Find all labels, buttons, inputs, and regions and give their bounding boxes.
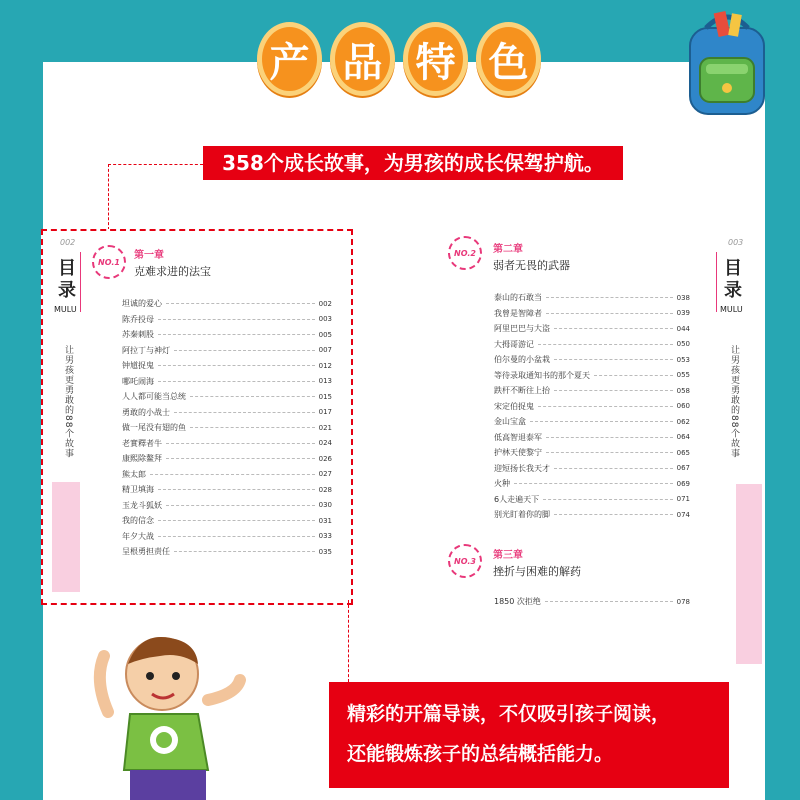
chapter-label: 第一章 [134,250,164,261]
toc-entry-title: 玉龙斗狐妖 [122,500,162,510]
side-book-title: 让男孩更勇敢的88个故事 [63,345,73,459]
toc-entry-title: 阿里巴巴与大盗 [494,324,550,334]
toc-entry-title: 坦诚的爱心 [122,299,162,309]
chapter-badge: NO.2 [448,236,482,270]
toc-entry [494,290,690,306]
leader-dots [174,551,315,552]
leader-dots [514,483,673,484]
mulu-heading: 目录 [724,258,742,301]
toc-entry-page: 027 [318,470,332,479]
toc-entry [122,405,332,421]
toc-entry-title: 低高智退泰军 [494,432,542,442]
toc-entry-title: 我的信念 [122,516,154,526]
leader-dots [166,303,315,304]
banner-line: 精彩的开篇导读，不仅吸引孩子阅读， [347,703,671,725]
toc-entry [494,337,690,353]
toc-entry-page: 005 [318,330,332,339]
toc-entry-title: 我曾是智障者 [494,308,542,318]
leader-dots [554,328,673,329]
toc-entry-title: 迎短扬长我天才 [494,463,550,473]
toc-entry [494,594,690,610]
toc-entry [122,436,332,452]
toc-entry-page: 064 [676,433,690,442]
toc-entry-page: 021 [318,423,332,432]
toc-entry-title: 等待录取通知书的那个夏天 [494,370,590,380]
leader-dots [554,359,673,360]
chapter-badge: NO.3 [448,544,482,578]
toc-entry [494,461,690,477]
leader-dots [158,520,315,521]
toc-entry-page: 031 [318,516,332,525]
leader-dots [158,365,315,366]
toc-entry-page: 067 [676,464,690,473]
leader-dots [554,390,673,391]
title-char: 色 [476,22,541,96]
product-features-title [257,8,541,100]
toc-entry-title: 康熙除鳌拜 [122,454,162,464]
toc-entry-page: 012 [318,361,332,370]
leader-dots [546,313,673,314]
toc-list [122,296,332,560]
chapter-title: 挫折与困难的解药 [493,565,581,578]
toc-entry-page: 053 [676,355,690,364]
leader-dots [546,437,673,438]
toc-entry [122,327,332,343]
toc-entry [122,467,332,483]
toc-entry [122,482,332,498]
leader-dots [190,427,315,428]
toc-entry [494,368,690,384]
toc-entry-title: 哪吒闹海 [122,376,154,386]
toc-entry-page: 035 [318,547,332,556]
toc-entry-page: 007 [318,346,332,355]
toc-entry-title: 呈根勇担责任 [122,547,170,557]
leader-dots [150,474,315,475]
toc-entry-page: 060 [676,402,690,411]
toc-entry-title: 跌杆不断往上抬 [494,386,550,396]
leader-dots [166,505,315,506]
leader-dots [530,421,673,422]
toc-entry-title: 钟馗捉鬼 [122,361,154,371]
toc-entry [122,358,332,374]
chapter-label: 第三章 [493,550,523,561]
toc-entry-page: 069 [676,479,690,488]
leader-dots [594,375,673,376]
toc-entry [494,321,690,337]
toc-entry [494,383,690,399]
feature-banner-bottom [329,682,729,788]
toc-entry [122,296,332,312]
toc-entry [122,513,332,529]
toc-entry-title: 6人走遍天下 [494,494,540,504]
toc-entry [122,420,332,436]
chapter-badge: NO.1 [92,245,126,279]
page-number: 002 [60,238,76,247]
decorative-stripe [52,482,80,592]
backpack-icon [676,8,778,120]
leader-dots [538,406,673,407]
toc-list [494,594,690,610]
toc-entry-title: 金山宝盒 [494,417,526,427]
toc-entry-page: 050 [676,340,690,349]
toc-entry-title: 陈乔投母 [122,314,154,324]
leader-dots [554,468,673,469]
toc-entry [122,451,332,467]
toc-entry-title: 1850 次拒绝 [494,597,541,607]
toc-entry-page: 071 [676,495,690,504]
toc-entry-page: 038 [676,293,690,302]
leader-dots [545,601,673,602]
leader-dots [554,514,673,515]
toc-entry-title: 宋定伯捉鬼 [494,401,534,411]
toc-entry-title: 做一尾没有翅的鱼 [122,423,186,433]
connector-line [108,164,203,165]
leader-dots [190,396,315,397]
mulu-english: MULU [720,305,743,314]
toc-entry-title: 护林天使黎宁 [494,448,542,458]
toc-entry [122,544,332,560]
toc-entry-page: 078 [676,597,690,606]
chapter-title: 克难求进的法宝 [134,265,211,278]
chapter-label: 第二章 [493,244,523,255]
toc-entry [494,507,690,523]
divider [716,252,717,312]
decorative-stripe [736,484,762,664]
toc-entry [122,529,332,545]
toc-entry-page: 044 [676,324,690,333]
leader-dots [174,412,315,413]
toc-entry-page: 013 [318,377,332,386]
toc-entry [494,399,690,415]
toc-entry-page: 002 [318,299,332,308]
toc-entry [494,476,690,492]
toc-entry [122,343,332,359]
leader-dots [158,381,315,382]
toc-entry-page: 058 [676,386,690,395]
toc-entry [122,312,332,328]
toc-entry-title: 年夕大战 [122,531,154,541]
leader-dots [538,344,673,345]
title-char: 特 [403,22,468,96]
toc-entry-page: 039 [676,309,690,318]
toc-entry-title: 大拇哥游记 [494,339,534,349]
toc-entry [122,389,332,405]
toc-entry [122,498,332,514]
feature-banner-top: 358个成长故事，为男孩的成长保驾护航。 [203,146,623,180]
toc-entry [122,374,332,390]
toc-entry-page: 065 [676,448,690,457]
toc-entry-page: 003 [318,315,332,324]
leader-dots [158,489,315,490]
toc-entry-page: 074 [676,510,690,519]
toc-entry [494,430,690,446]
toc-entry-title: 精卫填海 [122,485,154,495]
divider [80,252,81,312]
toc-entry-title: 阿拉丁与神灯 [122,345,170,355]
toc-entry-title: 熊太郎 [122,469,146,479]
connector-line [108,164,109,230]
toc-entry-page: 062 [676,417,690,426]
toc-entry-title: 苏秦刺股 [122,330,154,340]
toc-entry [494,306,690,322]
toc-entry-title: 老實釋者牛 [122,438,162,448]
leader-dots [166,458,315,459]
chapter-title: 弱者无畏的武器 [493,259,570,272]
toc-entry-page: 026 [318,454,332,463]
connector-line [348,600,349,682]
title-char: 品 [330,22,395,96]
leader-dots [158,319,315,320]
toc-entry-title: 别光盯着你的脚 [494,510,550,520]
toc-entry [494,445,690,461]
title-char: 产 [257,22,322,96]
mulu-heading: 目录 [58,258,76,301]
toc-entry-title: 人人都可能当总统 [122,392,186,402]
leader-dots [546,452,673,453]
leader-dots [166,443,315,444]
toc-entry [494,414,690,430]
leader-dots [174,350,315,351]
toc-entry-title: 伯尔曼的小盆栽 [494,355,550,365]
leader-dots [546,297,673,298]
mulu-english: MULU [54,305,77,314]
toc-entry-page: 033 [318,532,332,541]
toc-entry-title: 勇敢的小战士 [122,407,170,417]
page-number: 003 [728,238,744,247]
toc-entry-title: 泰山的石敢当 [494,293,542,303]
toc-entry [494,352,690,368]
boy-illustration [90,620,250,800]
toc-entry-page: 055 [676,371,690,380]
toc-entry-page: 015 [318,392,332,401]
leader-dots [158,536,315,537]
leader-dots [158,334,315,335]
toc-entry-page: 024 [318,439,332,448]
toc-entry [494,492,690,508]
banner-line: 还能锻炼孩子的总结概括能力。 [347,743,614,765]
toc-list [494,290,690,523]
toc-entry-page: 017 [318,408,332,417]
side-book-title: 让男孩更勇敢的88个故事 [729,345,739,459]
leader-dots [543,499,673,500]
toc-entry-page: 030 [318,501,332,510]
toc-entry-page: 028 [318,485,332,494]
toc-entry-title: 火种 [494,479,510,489]
